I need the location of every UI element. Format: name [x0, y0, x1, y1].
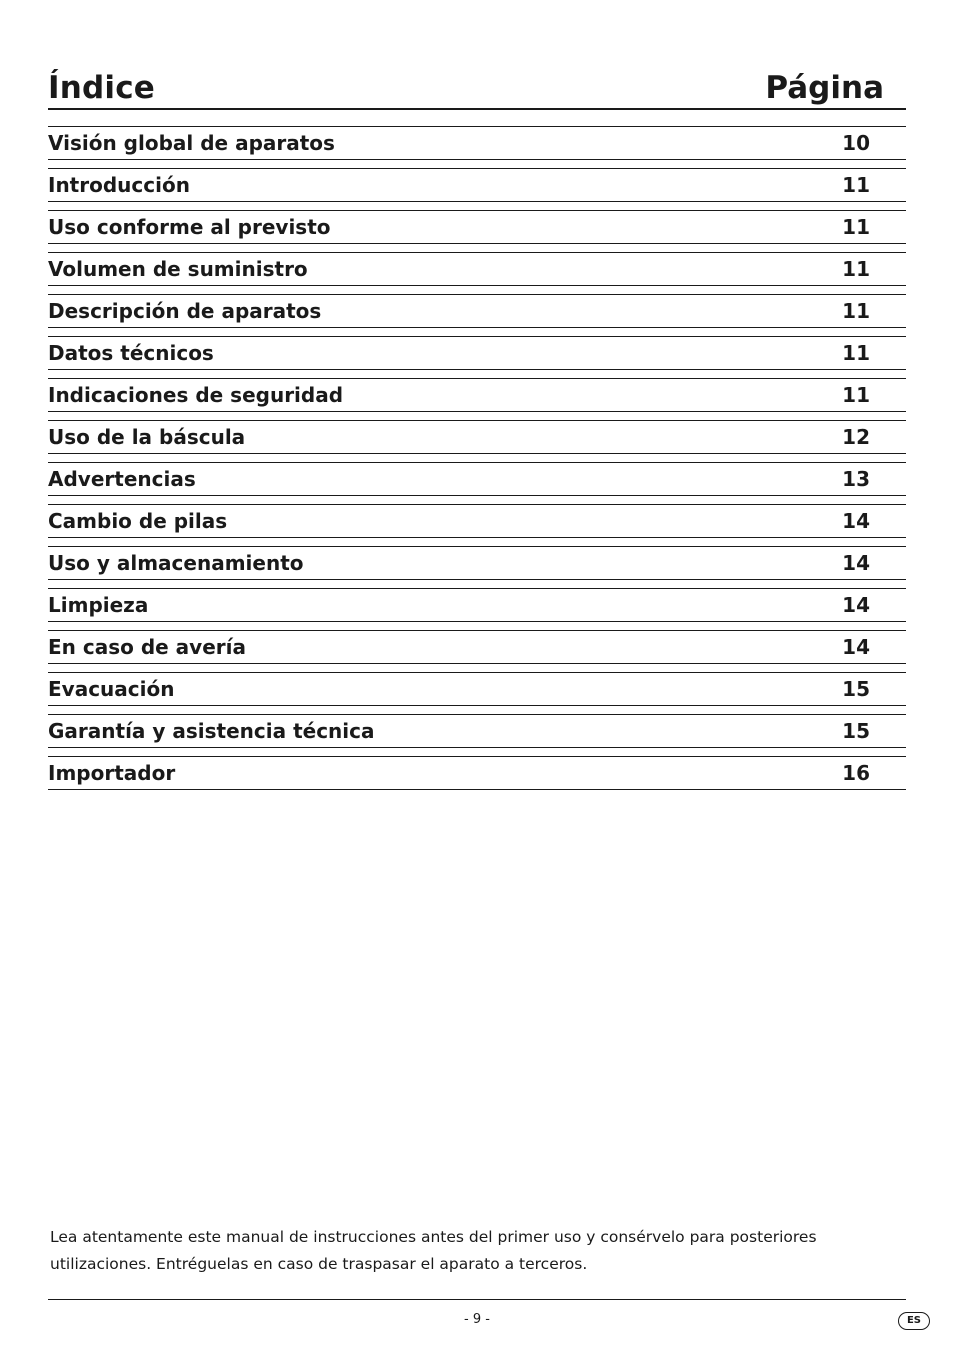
- page-number: - 9 -: [464, 1312, 490, 1327]
- toc-entry[interactable]: [48, 756, 906, 790]
- toc-entry-page: 11: [842, 215, 870, 239]
- toc-entry[interactable]: [48, 588, 906, 622]
- toc-entry[interactable]: [48, 462, 906, 496]
- toc-entry[interactable]: [48, 420, 906, 454]
- toc-entry-page: 14: [842, 593, 870, 617]
- toc-entry-label: Garantía y asistencia técnica: [48, 719, 375, 743]
- toc-entry-page: 11: [842, 383, 870, 407]
- toc-entry-page: 15: [842, 677, 870, 701]
- toc-entry[interactable]: [48, 126, 906, 160]
- toc-entry-label: Evacuación: [48, 677, 175, 701]
- toc-entry[interactable]: [48, 336, 906, 370]
- table-of-contents: [48, 126, 906, 798]
- toc-entry[interactable]: [48, 672, 906, 706]
- page-title: Índice: [48, 70, 156, 106]
- toc-entry-label: En caso de avería: [48, 635, 246, 659]
- toc-entry-label: Cambio de pilas: [48, 509, 228, 533]
- toc-entry-label: Volumen de suministro: [48, 257, 308, 281]
- toc-entry[interactable]: [48, 378, 906, 412]
- language-badge: ES: [898, 1312, 930, 1330]
- note-line: utilizaciones. Entréguelas en caso de traspasar el aparato a terceros.: [50, 1255, 588, 1273]
- toc-entry[interactable]: [48, 504, 906, 538]
- toc-entry-label: Datos técnicos: [48, 341, 214, 365]
- toc-entry-page: 10: [842, 131, 870, 155]
- toc-entry-label: Limpieza: [48, 593, 149, 617]
- toc-entry-label: Uso de la báscula: [48, 425, 246, 449]
- toc-entry-page: 13: [842, 467, 870, 491]
- toc-entry-label: Indicaciones de seguridad: [48, 383, 344, 407]
- toc-entry[interactable]: [48, 546, 906, 580]
- note-line: Lea atentamente este manual de instrucciones antes del primer uso y consérvelo para posteriores: [50, 1228, 817, 1246]
- toc-entry[interactable]: [48, 168, 906, 202]
- toc-entry-page: 11: [842, 257, 870, 281]
- toc-entry-label: Uso y almacenamiento: [48, 551, 304, 575]
- footer-divider: [48, 1299, 906, 1300]
- toc-entry-page: 16: [842, 761, 870, 785]
- toc-entry-page: 11: [842, 341, 870, 365]
- toc-entry-page: 14: [842, 551, 870, 575]
- toc-entry-label: Introducción: [48, 173, 190, 197]
- toc-entry-page: 11: [842, 173, 870, 197]
- toc-entry-label: Uso conforme al previsto: [48, 215, 331, 239]
- toc-entry[interactable]: [48, 294, 906, 328]
- toc-entry[interactable]: [48, 252, 906, 286]
- toc-entry-label: Descripción de aparatos: [48, 299, 322, 323]
- toc-header: [48, 60, 906, 110]
- toc-entry-label: Visión global de aparatos: [48, 131, 335, 155]
- instruction-note: [50, 1224, 890, 1278]
- toc-entry[interactable]: [48, 210, 906, 244]
- page-column-heading: Página: [765, 70, 884, 106]
- toc-entry-page: 14: [842, 509, 870, 533]
- toc-entry-page: 11: [842, 299, 870, 323]
- toc-entry-label: Importador: [48, 761, 176, 785]
- toc-entry-page: 15: [842, 719, 870, 743]
- toc-entry-page: 12: [842, 425, 870, 449]
- toc-entry[interactable]: [48, 630, 906, 664]
- toc-entry-label: Advertencias: [48, 467, 196, 491]
- toc-entry[interactable]: [48, 714, 906, 748]
- toc-entry-page: 14: [842, 635, 870, 659]
